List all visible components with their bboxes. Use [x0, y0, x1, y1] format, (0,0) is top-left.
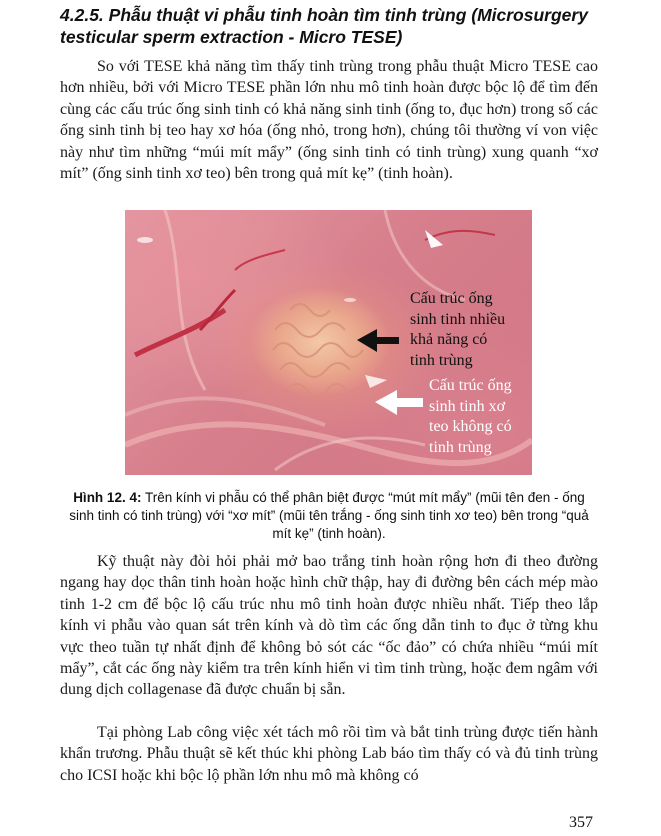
section-heading: 4.2.5. Phẫu thuật vi phẫu tinh hoàn tìm tinh trùng (Microsurgery testicular sperm extraction - Micro TESE): [60, 5, 588, 47]
figure-caption: [60, 489, 598, 543]
caption-text: Trên kính vi phẫu có thể phân biệt được “mút mít mẩy” (mũi tên đen - ống sinh tinh có tinh trùng) với “xơ mít” (mũi tên trắng - ống sinh tinh xơ teo) bên trong “quả mít kẹ” (tinh hoàn).: [69, 490, 589, 541]
paragraph-lab: Tại phòng Lab công việc xét tách mô rồi tìm và bắt tinh trùng được tiến hành khẩn trương. Phẫu thuật sẽ kết thúc khi phòng Lab báo tìm thấy có và đủ tinh trùng cho ICSI hoặc khi bộc lộ phần lớn nhu mô mà không có: [60, 724, 598, 784]
black-arrow-label: Cấu trúc ống sinh tinh nhiều khả năng có tinh trùng: [410, 290, 506, 369]
figure-number: Hình 12. 4:: [73, 490, 142, 505]
page-number: 357: [569, 814, 593, 831]
white-arrow-label: Cấu trúc ống sinh tinh xơ teo không có tinh trùng: [429, 377, 512, 456]
white-arrow-icon: [375, 390, 423, 415]
microscope-figure: [125, 210, 532, 475]
paragraph-intro: So với TESE khả năng tìm thấy tinh trùng trong phẫu thuật Micro TESE cao hơn nhiều, bởi với Micro TESE phần lớn nhu mô tinh hoàn được bộc lộ để tìm đến cùng các cấu trúc ống sinh tinh có khả năng sinh tinh (ống to, đục hơn) trong số các ống sinh tinh bị teo hay xơ hóa (ống nhỏ, trong hơn), chúng tôi thường ví von việc này như tìm những “múi mít mẩy” (ống sinh tinh có tinh trùng) xung quanh “xơ mít” (ống sinh tinh xơ teo) bên trong quả mít kẹ” (tinh hoàn).: [60, 58, 598, 183]
black-arrow-icon: [357, 329, 399, 352]
paragraph-technique: Kỹ thuật này đòi hỏi phải mở bao trắng tinh hoàn rộng hơn đi theo đường ngang hay dọc thân tinh hoàn hoặc hình chữ thập, hay đi đường bên cách mép mào tinh 1-2 cm để bộc lộ cấu trúc nhu mô tinh hoàn được nhiều nhất. Tiếp theo lắp kính vi phẫu vào quan sát trên kính và dò tìm các ống dẫn tinh to đục ở từng khu vực theo tuần tự nhất định để không bỏ sót các “ốc đảo” có chứa nhiều “múi mít mẩy”, cắt các ống này kiểm tra trên kính hiển vi tìm tinh trùng, hoặc đem ngâm với dung dịch collagenase đã được chuẩn bị sẵn.: [60, 553, 598, 699]
